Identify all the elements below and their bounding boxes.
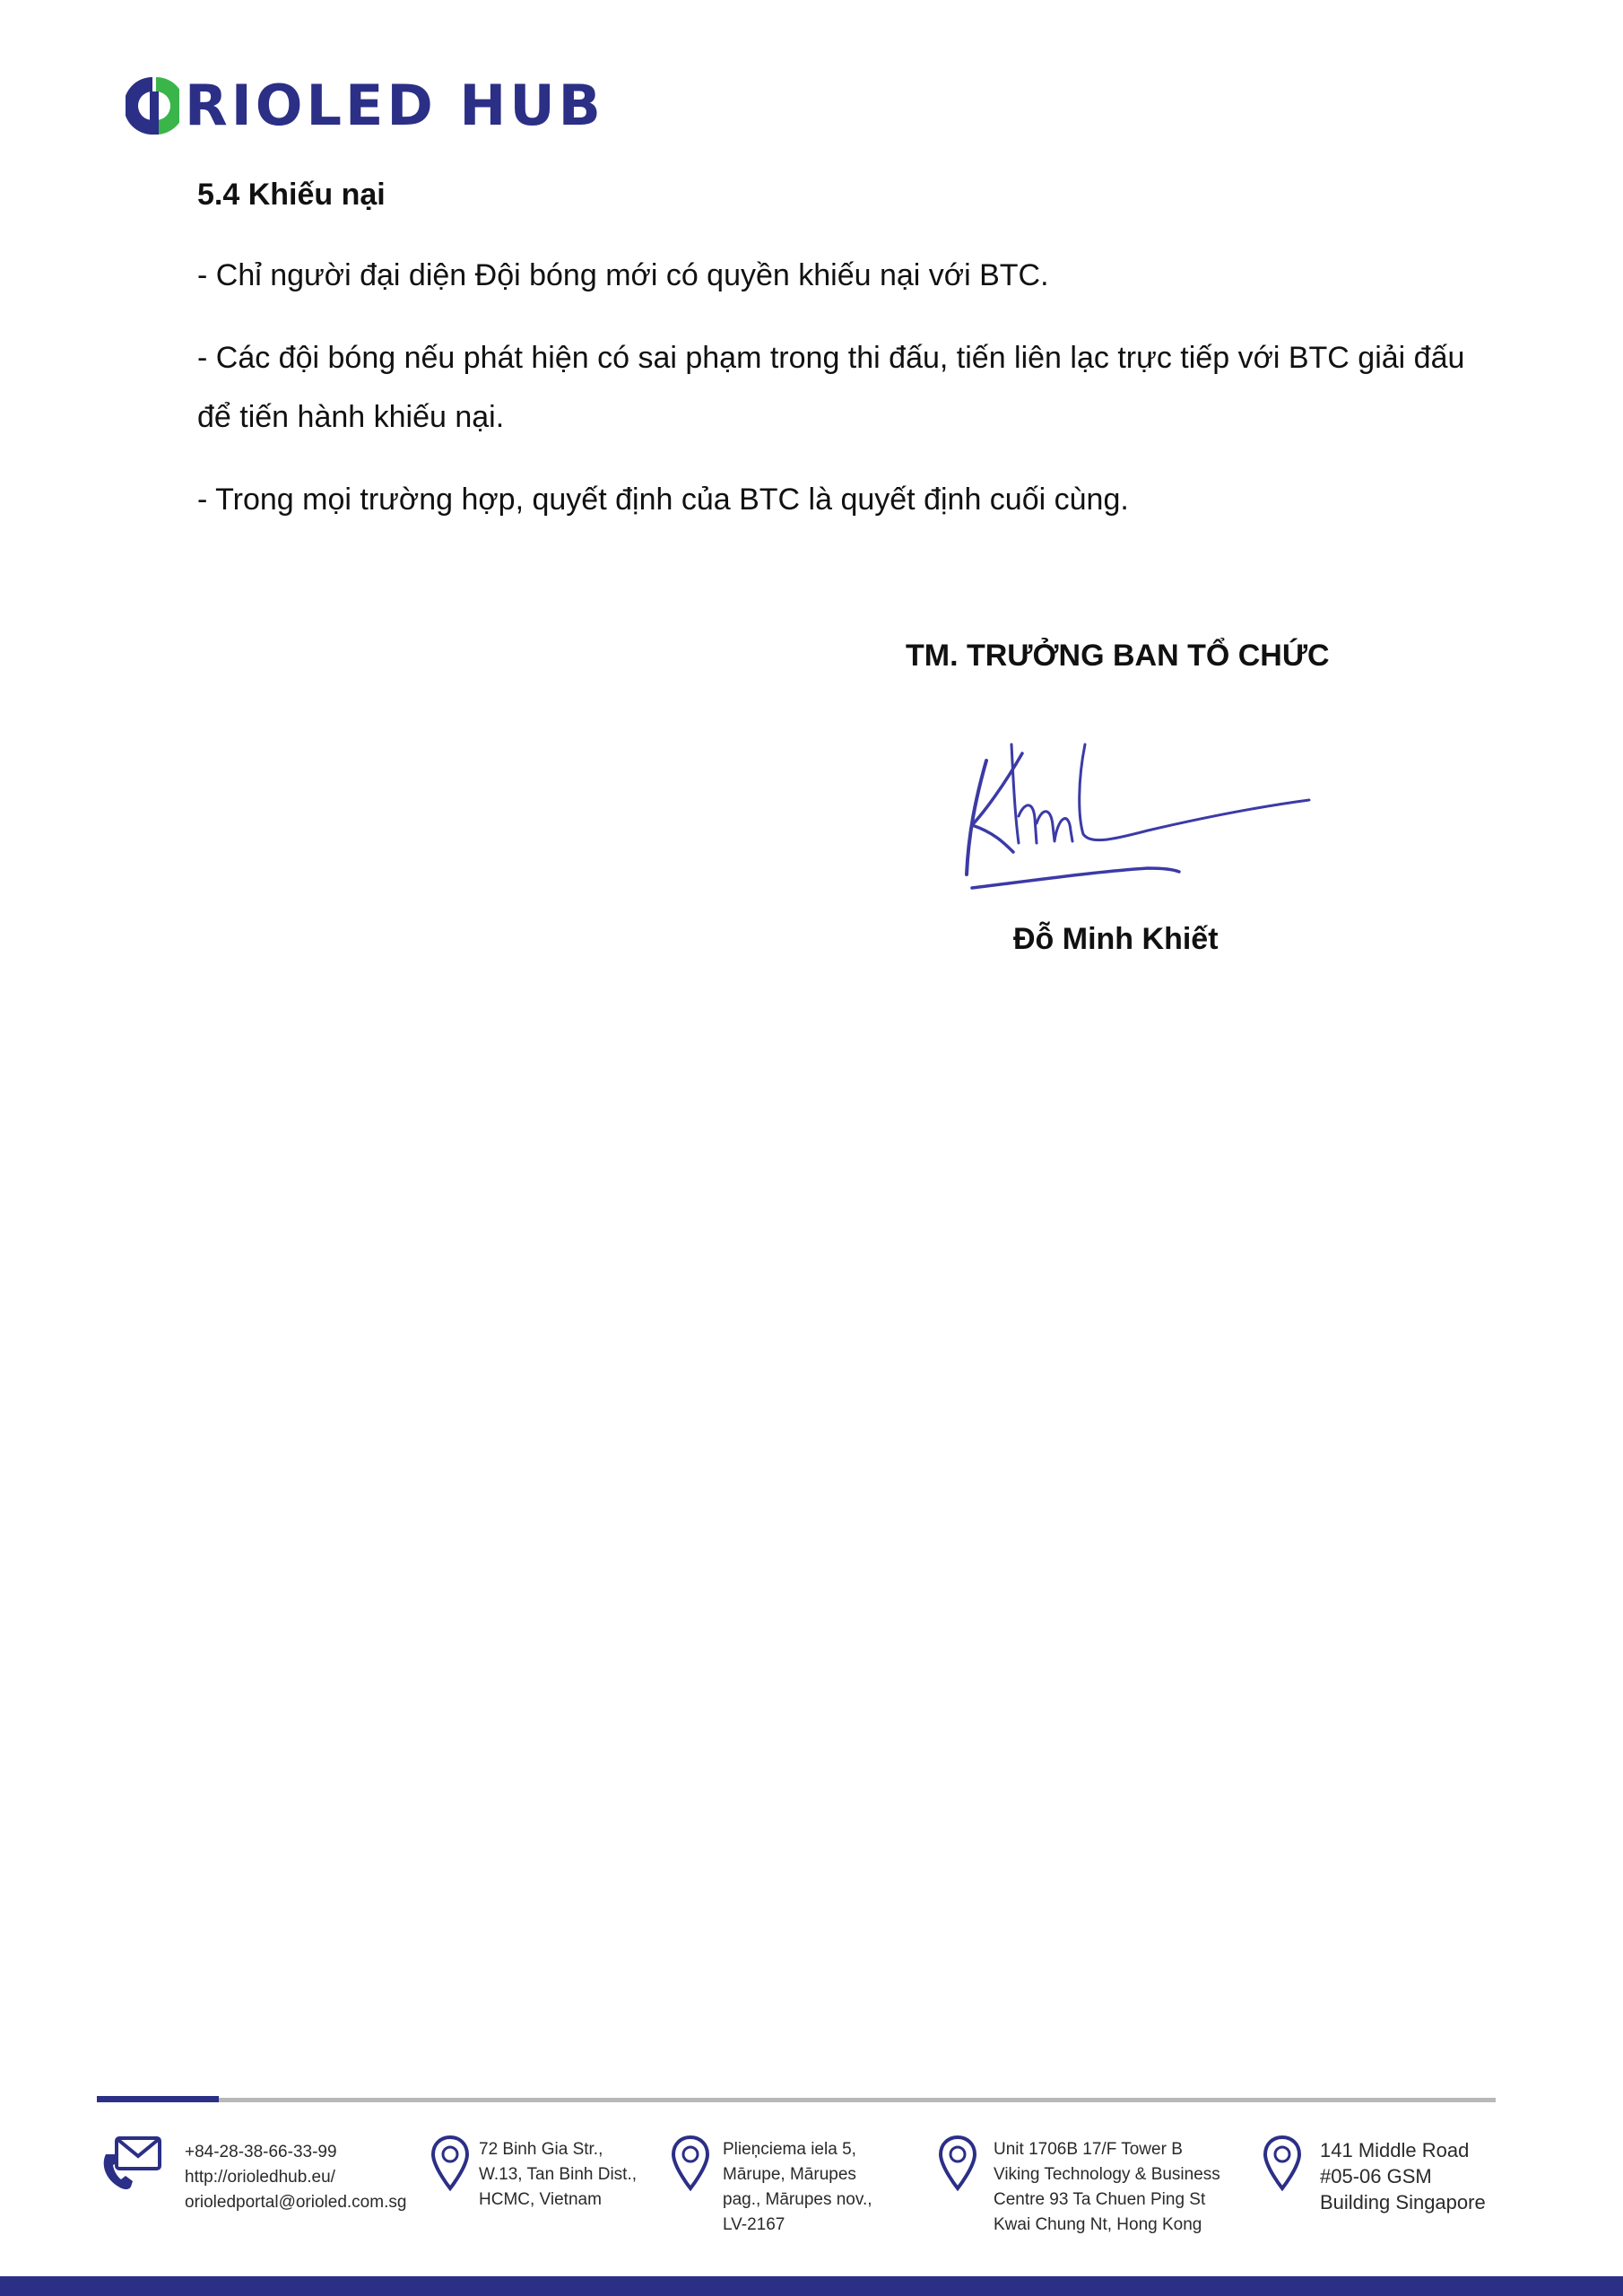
location-pin-icon [671,2135,710,2196]
address-line: W.13, Tan Binh Dist., [479,2165,638,2184]
footer-divider [97,2098,1496,2102]
location-pin-icon [430,2135,470,2196]
footer-address-latvia [723,2137,872,2238]
address-line: Viking Technology & Business [994,2165,1220,2184]
address-line: Unit 1706B 17/F Tower B [994,2140,1183,2159]
address-line: HCMC, Vietnam [479,2190,602,2209]
address-line: Plieņciema iela 5, [723,2140,856,2159]
address-line: Centre 93 Ta Chuen Ping St [994,2190,1206,2209]
section-title: 5.4 Khiếu nại [197,178,386,212]
footer-email: orioledportal@orioled.com.sg [185,2193,407,2212]
footer-phone: +84-28-38-66-33-99 [185,2143,337,2161]
location-pin-icon [938,2135,977,2196]
address-line: Building Singapore [1320,2191,1486,2213]
signatory-title: TM. TRƯỞNG BAN TỔ CHỨC [906,639,1330,673]
mail-phone-icon [99,2135,163,2198]
footer-address-vietnam [479,2137,637,2213]
address-line: Mārupe, Mārupes [723,2165,856,2184]
signer-name: Đỗ Minh Khiết [1013,922,1219,956]
logo-o-icon [126,74,179,138]
address-line: #05-06 GSM [1320,2165,1432,2187]
handwritten-signature [879,718,1336,906]
footer-website: http://orioledhub.eu/ [185,2168,335,2187]
footer-bottom-bar [0,2276,1623,2296]
logo-wordmark: RIOLED HUB [185,73,604,138]
location-pin-icon [1263,2135,1302,2196]
paragraph-3: - Trong mọi trường hợp, quyết định của BTC là quyết định cuối cùng. [197,483,1129,517]
footer-address-singapore [1320,2137,1486,2215]
company-logo [126,70,604,142]
paragraph-2: - Các đội bóng nếu phát hiện có sai phạm trong thi đấu, tiến liên lạc trực tiếp với BTC giải đấu để tiến hành khiếu nại. [197,341,1465,434]
footer-address-hongkong [994,2137,1220,2238]
address-line: Kwai Chung Nt, Hong Kong [994,2215,1202,2234]
address-line: 72 Binh Gia Str., [479,2140,603,2159]
footer-contact [185,2140,406,2215]
address-line: LV-2167 [723,2215,785,2234]
paragraph-1: - Chỉ người đại diện Đội bóng mới có quyền khiếu nại với BTC. [197,258,1049,292]
address-line: pag., Mārupes nov., [723,2190,872,2209]
footer-divider-accent [97,2096,219,2102]
address-line: 141 Middle Road [1320,2139,1470,2161]
